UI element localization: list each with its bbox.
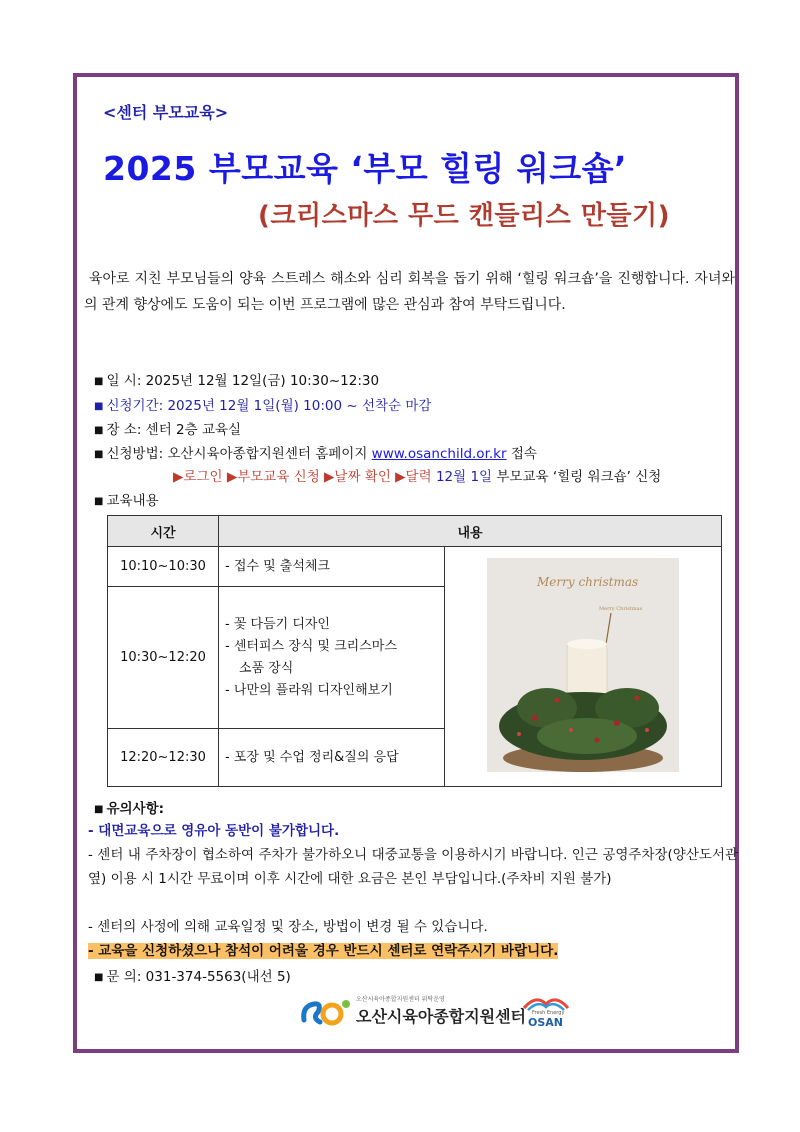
date-value: 2025년 12월 12일(금) 10:30~12:30	[145, 373, 380, 389]
bullet-icon: ■	[94, 425, 104, 436]
city-small-text: Fresh Energy	[532, 1010, 565, 1016]
method-label: 신청방법:	[106, 446, 164, 462]
place-label: 장 소:	[106, 422, 142, 438]
bullet-icon: ■	[94, 376, 104, 387]
note-item-highlight	[88, 939, 558, 963]
info-method	[94, 442, 537, 462]
step-calendar-suffix: 부모교육 ‘힐링 워크숍’ 신청	[496, 469, 662, 485]
date-label: 일 시:	[106, 373, 142, 389]
content-heading	[94, 489, 159, 509]
info-place	[94, 418, 241, 438]
content-item: - 꽃 다듬기 디자인	[225, 616, 330, 632]
page-title: 2025 부모교육 ‘부모 힐링 워크숍’	[103, 149, 628, 188]
content-item: - 나만의 플라워 디자인해보기	[225, 682, 393, 698]
content-item: - 센터피스 장식 및 크리스마스	[225, 638, 397, 654]
note-highlight-text: - 교육을 신청하셨으나 참석이 어려울 경우 반드시 센터로 연락주시기 바랍니다.	[88, 943, 559, 959]
method-prefix: 오산시육아종합지원센터 홈페이지	[167, 446, 368, 462]
table-row	[108, 547, 722, 587]
city-name: OSAN	[528, 1016, 563, 1029]
org-name: 오산시육아종합지원센터	[356, 1007, 527, 1026]
content-item: - 포장 및 수업 정리&질의 응답	[225, 749, 399, 765]
step-date: ▶날짜 확인	[324, 469, 391, 485]
bullet-icon: ■	[94, 972, 104, 983]
row-time: 10:10~10:30	[108, 547, 219, 587]
website-link[interactable]: www.osanchild.or.kr	[371, 446, 507, 462]
intro-text: 육아로 지친 부모님들의 양육 스트레스 해소와 심리 회복을 돕기 위해 ‘힐링 워크숍’을 진행합니다. 자녀와의 관계 향상에도 도움이 되는 이번 프로그램에 많은 관심과 참여 부탁드립니다.	[84, 271, 735, 313]
info-apply-period	[94, 394, 431, 414]
note-item: - 센터 내 주차장이 협소하여 주차가 불가하오니 대중교통을 이용하시기 바랍니다. 인근 공영주차장(양산도서관 옆) 이용 시 1시간 무료이며 이후 시간에 대한 요금은 본인 부담입니다.(주차비 지원 불가)	[88, 847, 738, 887]
step-calendar: ▶달력	[395, 469, 432, 485]
method-suffix: 접속	[510, 446, 537, 462]
photo-topper: Merry Christmas	[599, 605, 643, 612]
schedule-table	[107, 515, 722, 787]
apply-period-label: 신청기간:	[106, 398, 164, 414]
photo-caption: Merry christmas	[537, 574, 639, 589]
notes-heading	[94, 797, 164, 817]
column-header-content: 내용	[219, 516, 722, 547]
step-login: ▶로그인	[173, 469, 223, 485]
row-content	[219, 547, 445, 587]
candle-wreath-image	[487, 558, 679, 772]
page-subtitle: (크리스마스 무드 캔들리스 만들기)	[258, 201, 671, 231]
row-content	[219, 729, 445, 787]
bullet-icon: ■	[94, 401, 104, 412]
apply-steps	[173, 465, 661, 485]
step-apply: ▶부모교육 신청	[226, 469, 320, 485]
center-logo-icon	[300, 996, 352, 1028]
contact-line	[94, 965, 291, 985]
step-calendar-date: 12월 1일	[435, 469, 493, 485]
note-item: - 대면교육으로 영유아 동반이 불가합니다.	[88, 823, 340, 839]
contact-label: 문 의:	[106, 969, 142, 985]
category-label: <센터 부모교육>	[103, 103, 229, 122]
notes-label: 유의사항:	[106, 801, 165, 817]
content-item: - 접수 및 출석체크	[225, 558, 330, 574]
bullet-icon: ■	[94, 449, 104, 460]
row-time: 10:30~12:20	[108, 587, 219, 729]
photo-cell	[445, 547, 722, 787]
row-time: 12:20~12:30	[108, 729, 219, 787]
bullet-icon: ■	[94, 804, 104, 815]
apply-period-value: 2025년 12월 1일(월) 10:00 ~ 선착순 마감	[167, 398, 432, 414]
row-content	[219, 587, 445, 729]
place-value: 센터 2층 교육실	[145, 422, 242, 438]
note-item: - 센터의 사정에 의해 교육일정 및 장소, 방법이 변경 될 수 있습니다.	[88, 919, 488, 935]
table-header-row	[108, 516, 722, 547]
content-label: 교육내용	[106, 493, 159, 509]
content-item: 소품 장식	[239, 660, 294, 676]
info-date	[94, 369, 379, 389]
bullet-icon: ■	[94, 496, 104, 507]
footer-logos	[300, 994, 580, 1034]
org-small-text: 오산시육아종합지원센터 위탁운영	[356, 996, 445, 1003]
column-header-time: 시간	[108, 516, 219, 547]
intro-paragraph	[84, 266, 735, 318]
contact-value: 031-374-5563(내선 5)	[145, 969, 291, 985]
